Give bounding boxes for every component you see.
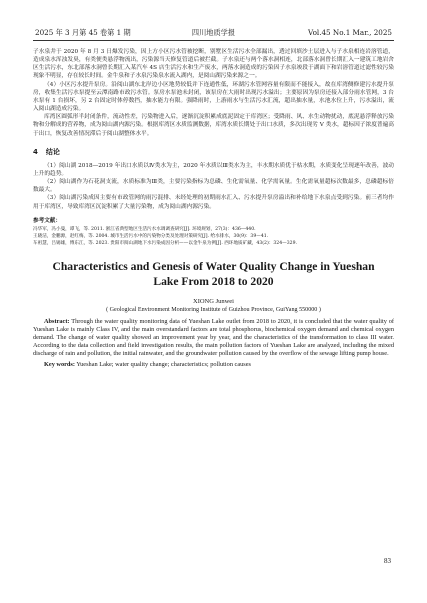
conclusion-item-2: （2）阅山湖作为石花洞支流，水质标准为Ⅲ类，主要污染指标为总磷、生化需氧量、化学需氧量。生化需氧量超标次数最多，总磷超标倍数最大。 bbox=[33, 179, 394, 194]
running-header bbox=[33, 26, 394, 41]
conclusion-heading-number: 4 bbox=[33, 147, 38, 156]
page-number: 83 bbox=[384, 557, 391, 565]
conclusion-item-3: （3）阅山湖污染成因主要有市政管网的雨污混排、未经处理的初期雨水汇入、污水提升泵房溢出和补给地下水泉点受到污染。前三者均作用于库湾区，导致库湾区沉淀积累了大量污染物，成为阅山湖内源污染。 bbox=[33, 195, 394, 210]
paragraph-bay-sediment: 库湾区圆弧形半封闭条件，流动性差，污染物进入后，逐渐沉淀积累成底泥固定于库湾区；受降雨、风、水生动物扰动，底泥悬浮释放污染物和分解成的营养物，成为阅山湖内源污染。根据库湾区水质监测数据，库湾水质长期处于出口水质，多次出现劣 V 类水，超标因子浓度普遍高于出口，恢复改善情况滞后于阅山湖整体水平。 bbox=[33, 114, 394, 137]
header-journal: 四川地质学报 bbox=[191, 28, 236, 37]
reference-item: 车祖慧，吕锡雄，傅东江，等. 2023. 贵阳市阅山湖地下水污染成因分析——以金牛泉为例[J]. 西环地质矿藏，43(2)：324—329. bbox=[33, 240, 297, 246]
english-affiliation: ( Geological Environment Monitoring Institute of Guizhou Province, GuiYang 550000 ) bbox=[106, 306, 321, 313]
english-title: Characteristics and Genesis of Water Quality Change in Yueshan Lake From 2018 to 2020 bbox=[52, 259, 375, 288]
english-abstract bbox=[33, 318, 394, 359]
conclusion-heading-text: 结论 bbox=[45, 147, 60, 156]
keywords-text: Yueshan Lake; water quality change; characteristics; pollution causes bbox=[76, 360, 251, 368]
paragraph-pump-house: （4）小区污水提升泵房。沿阅山湖东北岸边小区地势较低并下连通性低，环湖污水管网容量有限而不能接入，故在库湾侧修建污水提升泵房，收集生活污水泵提至云潭南路市政污水管。泵房水泵池未封闭，该泵房在大雨时出现污水溢出；主要原因为泵房还接入部分雨水管网，3 台水泵有 1 台损坏，另 2 台固定时体停数挡，抽水能力有限。强降雨时，上游雨水与生活污水汇流，超出抽水量，水池水位上升，污水溢出，流入阅山湖造成污染。 bbox=[33, 81, 394, 113]
conclusion-heading bbox=[33, 147, 394, 157]
english-author: XIONG Junwei bbox=[193, 297, 234, 305]
header-volume: Vol.45 No.1 Mar., 2025 bbox=[308, 28, 392, 37]
header-issue: 2025 年 3 月第 45 卷第 1 期 bbox=[35, 28, 131, 37]
english-keywords bbox=[33, 361, 394, 369]
keywords-label: Key words: bbox=[44, 360, 75, 368]
abstract-label: Abstract: bbox=[44, 317, 70, 325]
reference-item: 冯华军，冯小曼，谭飞，等. 2011. 浙江省典型地区生活污水水调调查研究[J]. 环境规划，27(3)：436—440. bbox=[33, 226, 256, 232]
references-title: 参考文献： bbox=[33, 217, 61, 224]
abstract-text: Through the water quality monitoring data of Yueshan Lake outlet from 2018 to 2020, it is concluded that the water quality of Yueshan Lake is mainly Class IV, and the main overstandard factors are total phosphorus, biochemical oxygen demand and chemical oxygen demand. The change of water quality showed an improvement year by year, and the characteristics of the transformation to class III water. According to the data collection and field investigation results, the main pollution factors of Yueshan Lake are analyzed, including the mixed discharge of rain and pollution, the initial rainwater, and the groundwater pollution caused by the overflow of the sewage lifting pump house. bbox=[33, 317, 394, 358]
page-body bbox=[33, 48, 394, 369]
conclusion-item-1: （1）阅山湖 2018—2019 年出口水质以Ⅳ类水为主，2020 年水质以Ⅲ类水为主，丰水期水质优于枯水期，水质变化呈现逐年改善，波动上升的趋势。 bbox=[33, 162, 394, 177]
reference-list bbox=[33, 226, 394, 247]
reference-item: 王晓洁，金鹏源，赵红梅，等. 2004. 城市生活污水中的污染物分类及处理对策研究[J]. 给水排水，30(9)：39—41. bbox=[33, 233, 269, 239]
paragraph-zishui-spring: 子水泉井于 2020 年 8 月 3 日爆发污染，因上方小区污水管被挖断，别墅区生活污水全部漏出，透过回填沙土层进入与子水泉相连岩溶管道，造成泉水浑浊发臭，有类便类悬浮物流出，污染源当天修复管道后被拦截。子水泉还与两个落水洞相连，北部落水洞曾长期汇入一建筑工地岩舍区生活污水，东北部落水洞曾长期汇入某汽车 4S 店生活污水和生产废水，两落水洞造成的污染因子水泉竣段于湖面下和岩溶管道过滤性较污染现象不明显，存在较长时间。金牛泉和子水泉污染泉水流入湖内，是阅山湖污染来源之一。 bbox=[33, 49, 394, 80]
